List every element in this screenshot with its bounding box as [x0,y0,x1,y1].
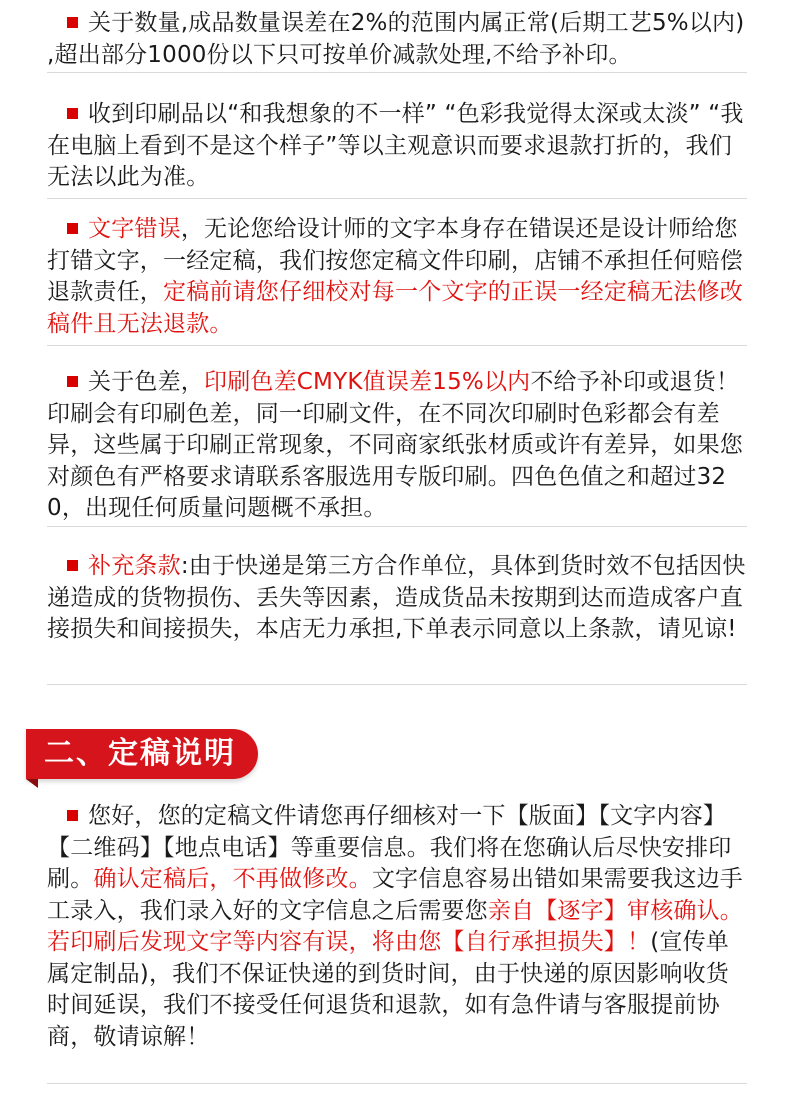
divider [47,72,747,73]
finalize-text-1: 您好，您的定稿文件请您再仔细核对一下【版面】【文字内容】【二维码】【地点电话】等重要信息。我们将在您确认后尽快安排印刷。 [47,803,732,892]
color-diff-tolerance: 印刷色差CMYK值误差15%以内 [204,369,531,395]
divider [47,345,747,346]
supplementary-clause [47,551,747,646]
text-error-body: ，无论您给设计师的文字本身存在错误还是设计师给您打错文字，一经定稿，我们按您定稿文件印刷，店铺不承担任何赔偿退款责任， [47,216,743,305]
quantity-clause-text: 关于数量,成品数量误差在2%的范围内属正常(后期工艺5%以内) ,超出部分1000份以下只可按单价减款处理,不给予补印。 [47,10,745,68]
supplementary-title: 补充条款 [88,553,181,579]
subjective-clause [47,99,747,194]
text-error-clause [47,214,747,340]
section-heading-banner [0,726,790,786]
finalize-text-2: 文字信息容易出错如果需要我这边手工录入，我们录入好的文字信息之后需要您 [47,866,744,924]
red-square-bullet-icon [67,560,78,571]
supplementary-body: :由于快递是第三方合作单位，具体到货时效不包括因快递造成的货物损伤、丢失等因素，造成货品未按期到达而造成客户直接损失和间接损失，本店无力承担,下单表示同意以上条款，请见谅! [47,553,746,642]
red-square-bullet-icon [67,810,78,821]
color-diff-lead: 关于色差， [88,369,204,395]
text-error-warning: 定稿前请您仔细校对每一个文字的正误一经定稿无法修改稿件且无法退款。 [47,279,743,337]
text-error-title: 文字错误 [88,216,181,242]
color-diff-clause [47,367,747,525]
divider [47,1083,747,1084]
color-diff-body: 不给予补印或退货！印刷会有印刷色差，同一印刷文件，在不同次印刷时色彩都会有差异，这些属于印刷正常现象，不同商家纸张材质或许有差异，如果您对颜色有严格要求请联系客服选用专版印刷。四色色值之和超过320，出现任何质量问题概不承担。 [47,369,743,521]
red-square-bullet-icon [67,17,78,28]
subjective-clause-text: 收到印刷品以“和我想象的不一样” “色彩我觉得太深或太淡” “我在电脑上看到不是这个样子”等以主观意识而要求退款打折的，我们无法以此为准。 [47,101,744,190]
finalize-warning-1: 确认定稿后，不再做修改。 [93,866,372,892]
red-square-bullet-icon [67,376,78,387]
red-square-bullet-icon [67,108,78,119]
finalize-notice [47,801,747,1053]
divider [47,684,747,685]
finalize-warning-2: 亲自【逐字】审核确认。若印刷后发现文字等内容有误，将由您【自行承担损失】！ [47,897,744,955]
divider [47,198,747,199]
red-square-bullet-icon [67,223,78,234]
finalize-text-3: (宣传单属定制品)，我们不保证快递的到货时间，由于快递的原因影响收货时间延误，我们不接受任何退货和退款，如有急件请与客服提前协商，敬请谅解！ [47,929,729,1050]
divider [47,526,747,527]
quantity-clause [47,8,747,71]
section-heading: 二、定稿说明 [44,736,236,771]
